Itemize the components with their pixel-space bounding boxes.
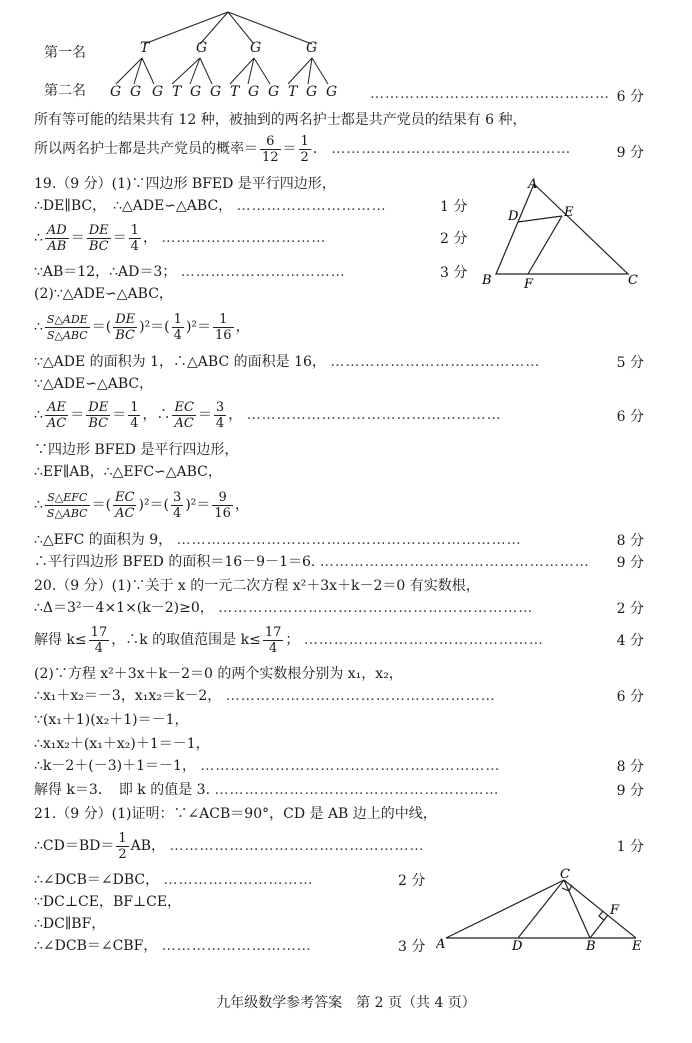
text-line: ∴CD＝BD＝ $\frac{1}{2}$ AB， ……………………………………………	[34, 830, 425, 862]
tree-score: 6 分	[616, 89, 644, 105]
text-line: (2)∵△ADE∽△ABC，	[34, 286, 173, 302]
text-line: ∴平行四边形 BFED 的面积＝16－9－1＝6. ………………………………………………	[34, 554, 590, 570]
label-F: F	[524, 277, 534, 292]
tree-row2-label: 第二名	[44, 83, 86, 99]
label-A: A	[436, 937, 446, 952]
text-line: ∵四边形 BFED 是平行四边形，	[34, 442, 239, 458]
label-B: B	[586, 939, 596, 954]
label-D: D	[512, 939, 523, 954]
tree-node: G	[130, 84, 142, 100]
fraction: $\frac{1}{2}$	[300, 133, 309, 165]
score: 3 分	[440, 265, 468, 281]
score: 9 分	[616, 145, 644, 161]
tree-node: T	[230, 84, 240, 100]
text-line: ∴ $\frac{\text{S△ADE}}{\text{S△ABC}}$ ＝( $\frac{DE}{BC}$ )²＝( $\frac{1}{4}$ )²＝ $\frac{1}{16}$ ，	[34, 311, 250, 343]
score: 5 分	[616, 355, 644, 371]
tree-node: G	[248, 84, 260, 100]
label-C: C	[560, 868, 570, 882]
text-line: ∴x₁x₂＋(x₁＋x₂)＋1＝－1，	[34, 736, 210, 752]
text-line: ∴DE∥BC， ∴△ADE∽△ABC， …………………………	[34, 198, 387, 214]
text-line: ∵AB＝12，∴AD＝3； ……………………………	[34, 264, 346, 280]
triangle-figure-2	[436, 868, 648, 962]
label-F: F	[610, 903, 620, 918]
tree-node: G	[306, 40, 318, 56]
score: 6 分	[616, 689, 644, 705]
label-D: D	[508, 209, 519, 224]
triangle-figure-1	[478, 176, 646, 296]
text-line: ∴DC∥BF，	[34, 916, 106, 932]
label-B: B	[482, 273, 492, 288]
q20-heading: 20.（9 分）(1)∵关于 x 的一元二次方程 x²＋3x＋k－2＝0 有实数根，	[34, 578, 480, 594]
text-line: ∴k－2＋(－3)＋1＝－1， ……………………………………………………	[34, 758, 501, 774]
tree-node: G	[110, 84, 122, 100]
tree-node: T	[172, 84, 182, 100]
label-E: E	[632, 939, 642, 954]
text-line: ∴ $\frac{\text{S△EFC}}{\text{S△ABC}}$ ＝( $\frac{EC}{AC}$ )²＝( $\frac{3}{4}$ )²＝ $\frac{9}{16}$ ，	[34, 489, 249, 521]
dot-leader: …………………………………………	[370, 86, 610, 102]
score: 2 分	[616, 601, 644, 617]
text-line: ∵△ADE 的面积为 1，∴△ABC 的面积是 16， ……………………………………	[34, 354, 541, 370]
text-line: ∴EF∥AB，∴△EFC∽△ABC，	[34, 464, 222, 480]
q19-heading: 19.（9 分）(1)∵四边形 BFED 是平行四边形，	[34, 176, 336, 192]
tree-node: G	[210, 84, 222, 100]
text-line: ∴Δ＝3²－4×1×(k－2)≥0， ………………………………………………………	[34, 600, 534, 616]
label-C: C	[628, 273, 638, 288]
q21-heading: 21.（9 分）(1)证明：∵∠ACB＝90°，CD 是 AB 边上的中线，	[34, 806, 437, 822]
text-line: ∵(x₁＋1)(x₂＋1)＝－1，	[34, 712, 189, 728]
tree-node: G	[190, 84, 202, 100]
score: 9 分	[616, 555, 644, 571]
text-line: ∴△EFC 的面积为 9， ……………………………………………………………	[34, 532, 522, 548]
fraction: $\frac{6}{12}$	[262, 133, 279, 165]
text-line: ∴∠DCB＝∠CBF， …………………………	[34, 938, 312, 954]
text-line: 解得 k＝3． 即 k 的值是 3. …………………………………………………	[34, 782, 500, 798]
text-line: ∴ $\frac{AE}{AC}$ ＝ $\frac{DE}{BC}$ ＝ $\frac{1}{4}$ ，∴ $\frac{EC}{AC}$ ＝ $\frac{3}{4}$ ， ……………………………………………	[34, 399, 502, 431]
text-line: ∵△ADE∽△ABC，	[34, 376, 154, 392]
text-line: 所以两名护士都是共产党员的概率＝ $\frac{6}{12}$ ＝ $\frac{1}{2}$ ． …………………………………………	[34, 133, 572, 165]
text-line: ∴∠DCB＝∠DBC， …………………………	[34, 872, 314, 888]
tree-node: G	[306, 84, 318, 100]
tree-node: G	[152, 84, 164, 100]
text-line: ∴x₁＋x₂＝－3，x₁x₂＝k－2， ………………………………………………	[34, 688, 496, 704]
score: 8 分	[616, 759, 644, 775]
tree-node: G	[268, 84, 280, 100]
score: 3 分	[398, 939, 426, 955]
label-A: A	[528, 177, 538, 192]
score: 4 分	[616, 633, 644, 649]
score: 8 分	[616, 533, 644, 549]
tree-node: T	[288, 84, 298, 100]
text-line: ∵DC⊥CE，BF⊥CE，	[34, 894, 182, 910]
score: 2 分	[398, 873, 426, 889]
page-footer: 九年级数学参考答案 第 2 页（共 4 页）	[216, 995, 476, 1011]
score: 2 分	[440, 231, 468, 247]
score: 9 分	[616, 783, 644, 799]
tree-node: G	[326, 84, 338, 100]
score: 1 分	[616, 839, 644, 855]
text-line: (2)∵方程 x²＋3x＋k－2＝0 的两个实数根分别为 x₁，x₂，	[34, 666, 403, 682]
text-line: ∴ $\frac{AD}{AB}$ ＝ $\frac{DE}{BC}$ ＝ $\frac{1}{4}$ ， ……………………………	[34, 222, 327, 254]
label-E: E	[564, 205, 574, 220]
score: 6 分	[616, 409, 644, 425]
tree-row1-label: 第一名	[44, 45, 86, 61]
text-line: 所有等可能的结果共有 12 种，被抽到的两名护士都是共产党员的结果有 6 种，	[34, 112, 527, 128]
tree-node: G	[196, 40, 208, 56]
score: 1 分	[440, 199, 468, 215]
tree-node: T	[140, 40, 150, 56]
tree-node: G	[250, 40, 262, 56]
text-line: 解得 k≤ $\frac{17}{4}$ ，∴k 的取值范围是 k≤ $\frac{17}{4}$ ； …………………………………………	[34, 624, 544, 656]
